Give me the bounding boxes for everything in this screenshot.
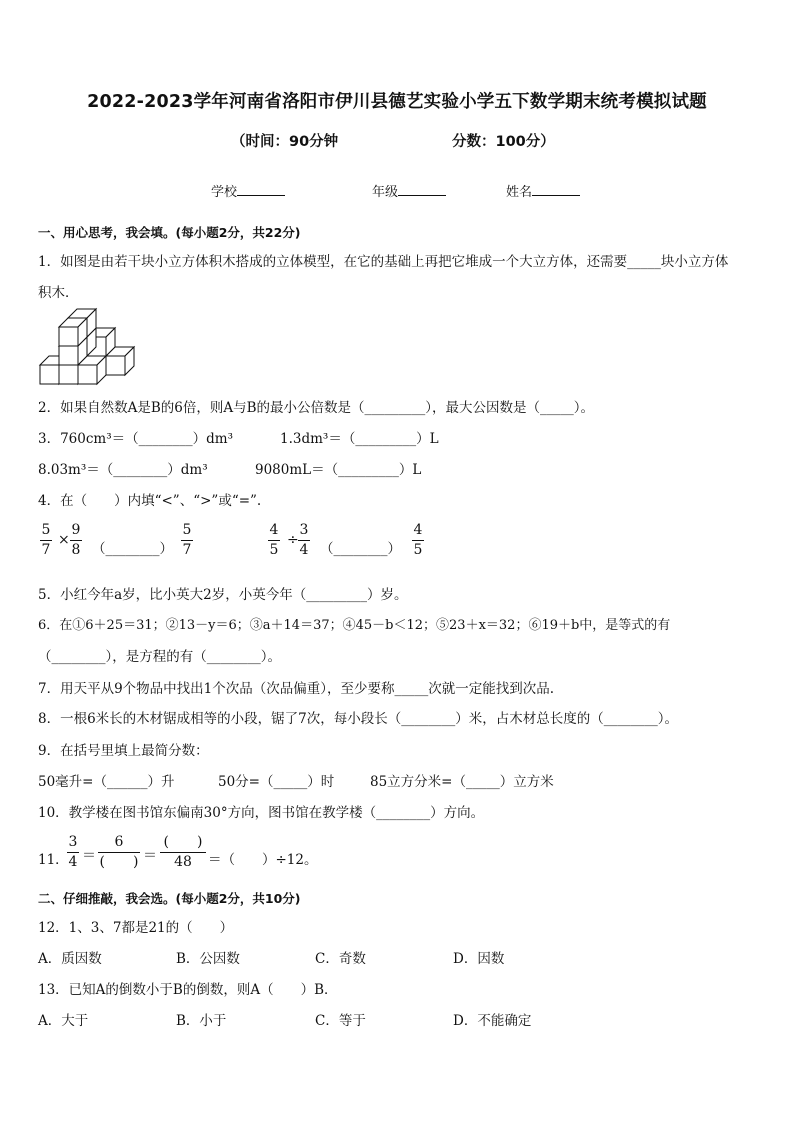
q9c: 85立方分米=（_____）立方米 [370,774,554,790]
q3b: 1.3dm³＝（_________）L [280,431,439,447]
q2: 2．如果自然数A是B的6倍，则A与B的最小公倍数是（_________），最大公因数是（_____）。 [38,400,595,416]
q9a: 50毫升=（______）升 [38,774,175,790]
name-label: 姓名 [506,185,533,200]
q4-left-frac-c: 5 7 [182,522,192,558]
school-blank[interactable] [237,183,285,196]
q12-option-d[interactable]: D．因数 [453,951,505,967]
q12-option-a[interactable]: A．质因数 [38,951,102,967]
school-field [211,181,285,200]
q12: 12．1、3、7都是21的（ ） [38,920,234,936]
q8: 8．一根6米长的木材锯成相等的小段，锯了7次，每小段长（________）米，占木材总长度的（________）。 [38,711,679,727]
q13-option-d[interactable]: D．不能确定 [453,1013,532,1029]
q6-line2: （________），是方程的有（________）。 [38,649,281,665]
q11-tail: ＝（ ）÷12。 [208,852,318,868]
q13-option-b[interactable]: B．小于 [176,1013,227,1029]
q11-eq-2: ＝ [143,848,157,864]
q1-line2: 积木． [38,285,79,301]
q4-right-frac-c: 4 5 [413,522,423,558]
q4-left-frac-a: 5 7 [41,522,51,558]
grade-blank[interactable] [398,183,446,196]
q4-left-op: × [58,532,70,548]
q4: 4．在（ ）内填“<”、“>”或“=”. [38,493,262,509]
q4-left-frac-b: 9 8 [71,522,81,558]
q11-frac-2: 6 ( ) [99,834,139,870]
cube-9 [59,318,87,346]
q3d: 9080mL＝（_________）L [255,462,422,478]
school-label: 学校 [211,185,238,200]
q9: 9．在括号里填上最简分数： [38,743,209,759]
q4-left-blank[interactable]: （________） [92,541,173,557]
q9b: 50分=（_____）时 [218,774,335,790]
q6-line1: 6．在①6＋25＝31；②13－y＝6；③a＋14＝37；④45－b＜12；⑤23＋x＝32；⑥19＋b中，是等式的有 [38,618,671,633]
q12-option-b[interactable]: B．公因数 [176,951,240,967]
section1-heading: 一、用心思考，我会填。(每小题2分，共22分) [38,225,301,240]
exam-title: 2022-2023学年河南省洛阳市伊川县德艺实验小学五下数学期末统考模拟试题 [87,92,707,112]
name-field [506,181,580,200]
q4-right-frac-a: 4 5 [269,522,279,558]
q3c: 8.03m³＝（________）dm³ [38,462,208,478]
q13-option-a[interactable]: A．大于 [38,1013,89,1029]
q7: 7．用天平从9个物品中找出1个次品（次品偏重），至少要称_____次就一定能找到次品. [38,681,555,697]
q11-frac-1: 3 4 [68,834,78,870]
q5: 5．小红今年a岁，比小英大2岁，小英今年（_________）岁。 [38,587,408,603]
exam-score: 分数：100分） [452,134,555,150]
section2-heading: 二、仔细推敲，我会选。(每小题2分，共10分) [38,891,301,906]
q13-option-c[interactable]: C．等于 [315,1013,366,1029]
grade-field [372,181,446,200]
q13: 13．已知A的倒数小于B的倒数，则A（ ）B． [38,982,338,998]
q3a: 3．760cm³＝（________）dm³ [38,431,233,447]
q11-frac-3: ( ) 48 [160,834,206,871]
q4-right-op: ÷ [287,532,299,548]
cube-stack-figure [38,306,140,386]
q11-eq-1: ＝ [82,848,96,864]
q4-right-blank[interactable]: （________） [320,541,401,557]
q1-line1: 1．如图是由若干块小立方体积木搭成的立体模型，在它的基础上再把它堆成一个大立方体，还需要_____块小立方体 [38,254,729,270]
grade-label: 年级 [372,185,399,200]
q11-label: 11． [38,852,69,868]
q12-option-c[interactable]: C．奇数 [315,951,366,967]
name-blank[interactable] [532,183,580,196]
q4-right-frac-b: 3 4 [299,522,309,558]
q10: 10．教学楼在图书馆东偏南30°方向，图书馆在教学楼（________）方向。 [38,805,485,821]
exam-time: （时间：90分钟 [231,134,339,150]
